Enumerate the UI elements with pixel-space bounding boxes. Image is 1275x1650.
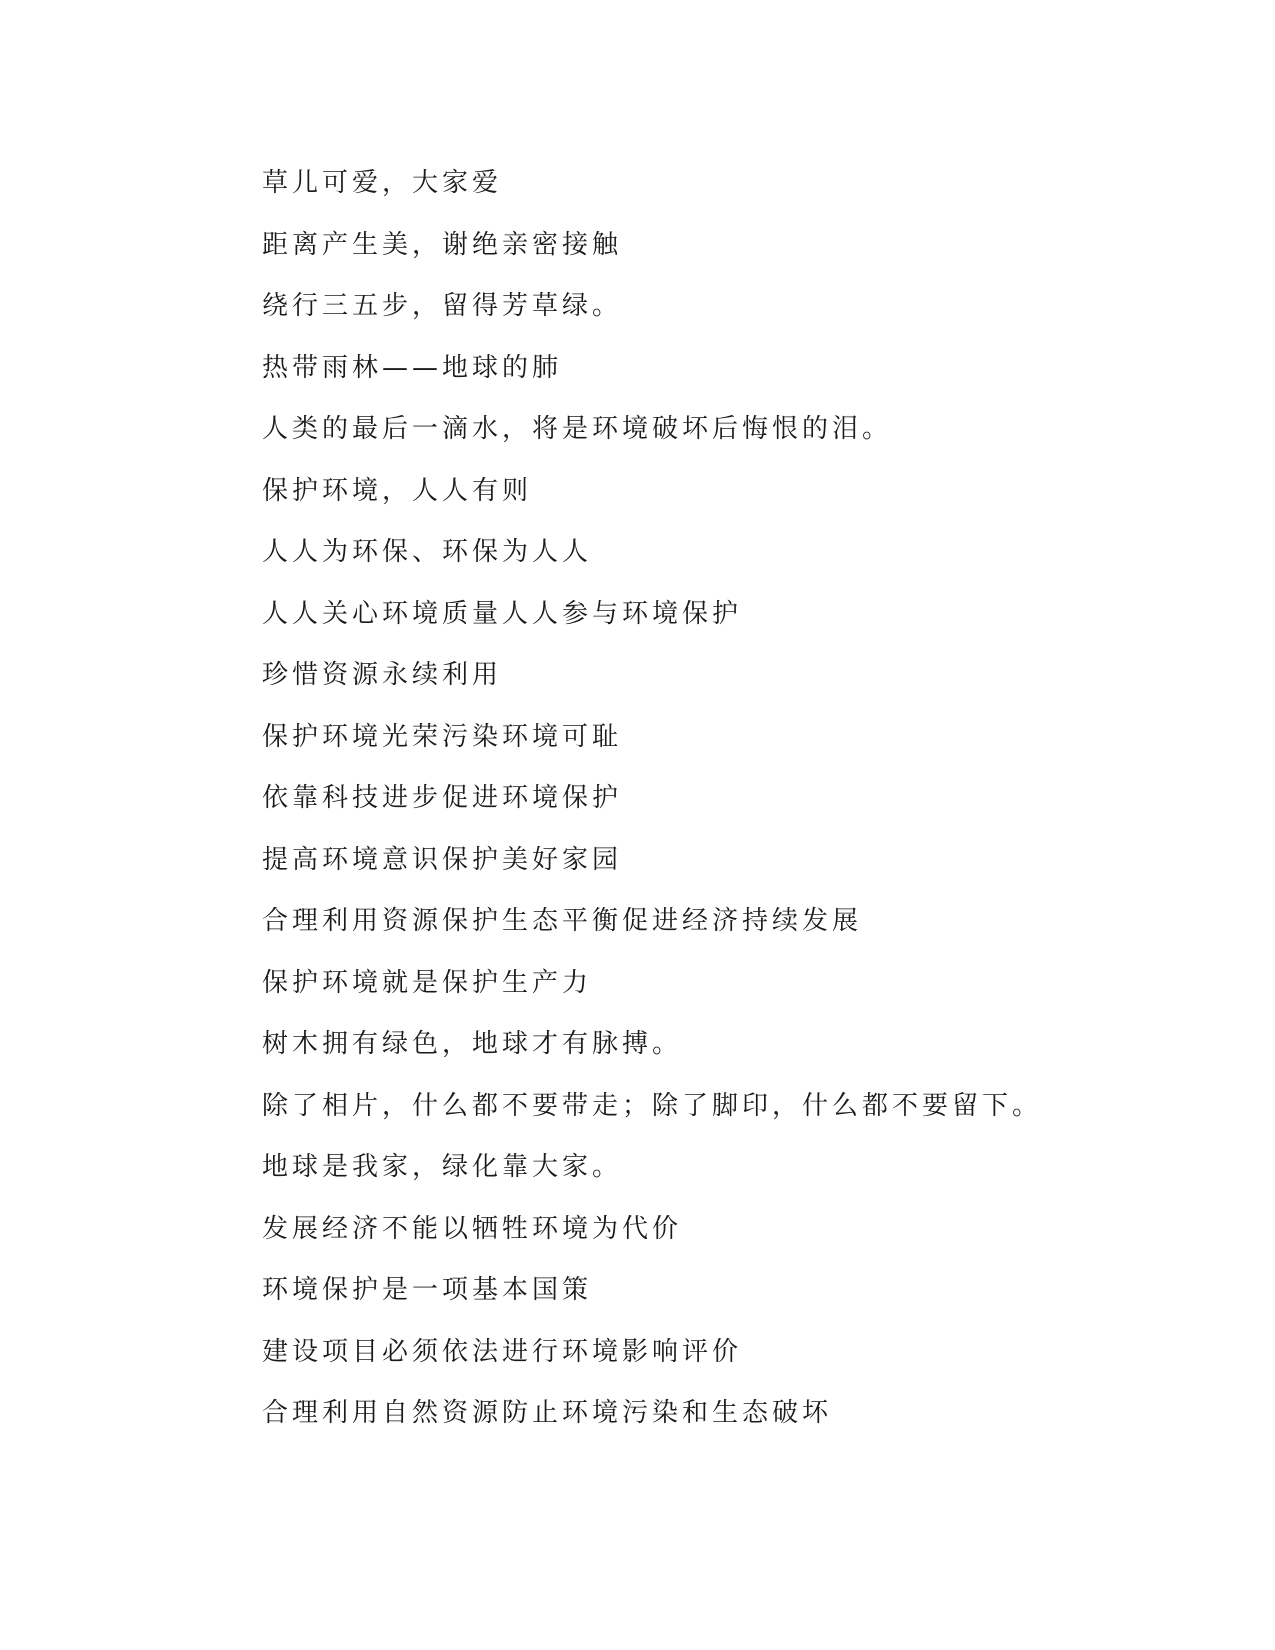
slogan-list bbox=[262, 164, 1042, 1456]
slogan-line: 合理利用自然资源防止环境污染和生态破坏 bbox=[262, 1398, 833, 1428]
slogan-line: 珍惜资源永续利用 bbox=[262, 660, 503, 690]
slogan-line: 除了相片，什么都不要带走；除了脚印，什么都不要留下。 bbox=[262, 1090, 1043, 1121]
slogan-line: 距离产生美，谢绝亲密接触 bbox=[262, 229, 623, 260]
slogan-line: 合理利用资源保护生态平衡促进经济持续发展 bbox=[262, 906, 863, 936]
slogan-line: 地球是我家，绿化靠大家。 bbox=[262, 1152, 623, 1182]
slogan-line: 发展经济不能以牺牲环境为代价 bbox=[262, 1213, 683, 1244]
slogan-line: 人人为环保、环保为人人 bbox=[262, 537, 593, 567]
slogan-line: 保护环境就是保护生产力 bbox=[262, 967, 593, 998]
slogan-line: 树木拥有绿色，地球才有脉搏。 bbox=[262, 1029, 683, 1059]
slogan-line: 绕行三五步，留得芳草绿。 bbox=[262, 291, 623, 321]
slogan-line: 人类的最后一滴水，将是环境破坏后悔恨的泪。 bbox=[262, 414, 893, 444]
slogan-line: 提高环境意识保护美好家园 bbox=[262, 844, 623, 875]
slogan-line: 环境保护是一项基本国策 bbox=[262, 1275, 593, 1305]
slogan-line: 热带雨林——地球的肺 bbox=[262, 352, 563, 383]
slogan-line: 人人关心环境质量人人参与环境保护 bbox=[262, 598, 743, 629]
slogan-line: 草儿可爱，大家爱 bbox=[262, 168, 503, 198]
slogan-line: 建设项目必须依法进行环境影响评价 bbox=[262, 1336, 743, 1367]
slogan-line: 保护环境光荣污染环境可耻 bbox=[262, 721, 623, 752]
slogan-line: 保护环境，人人有则 bbox=[262, 475, 533, 506]
slogan-line: 依靠科技进步促进环境保护 bbox=[262, 783, 623, 813]
